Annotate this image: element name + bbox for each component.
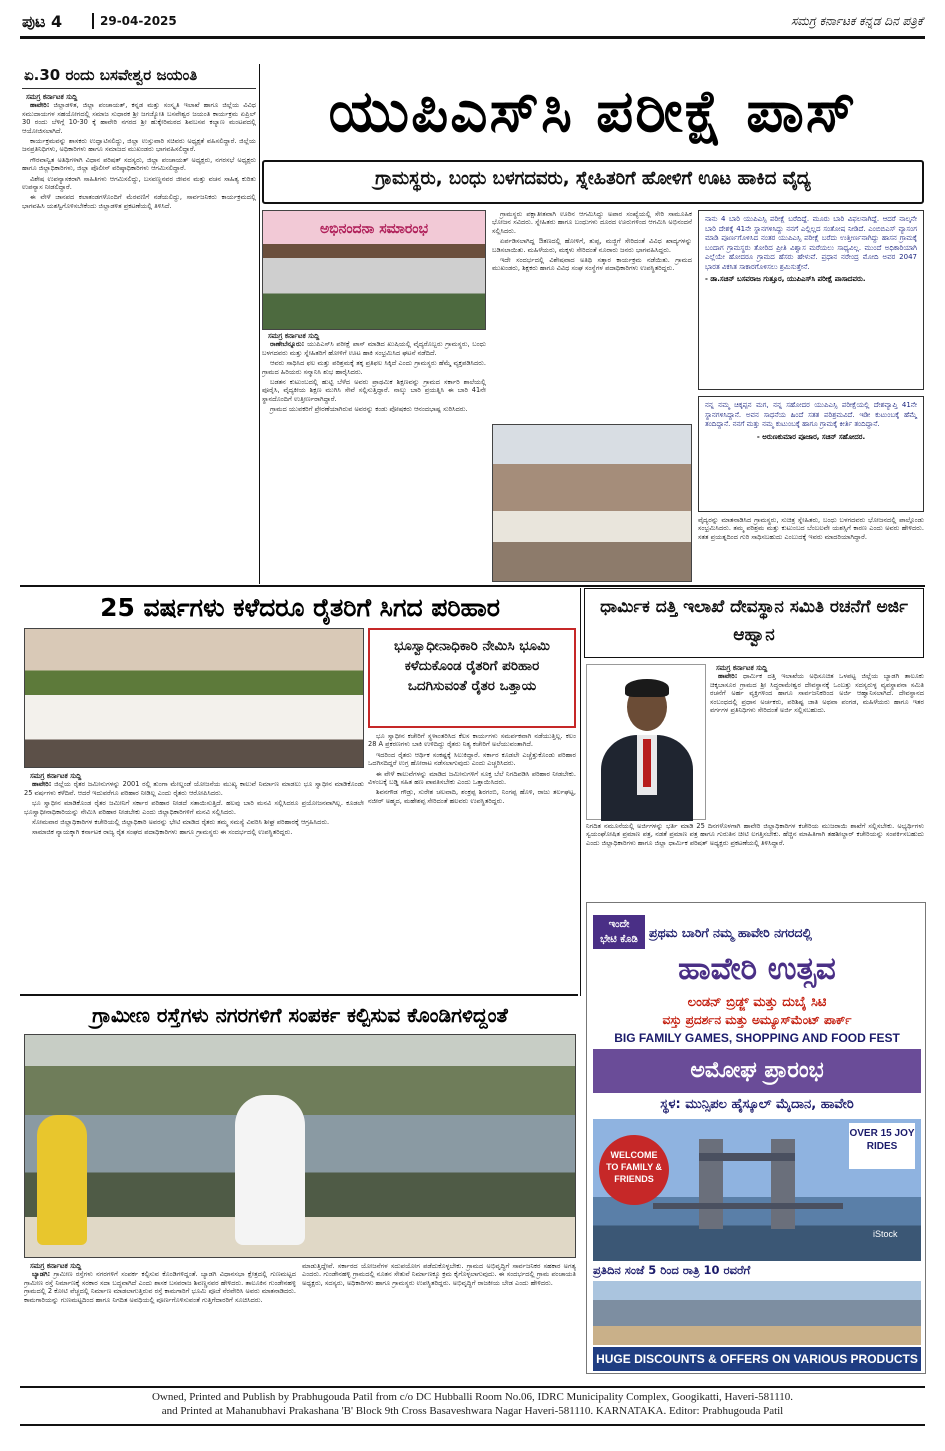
- paragraph: ಭೂ ಸ್ವಾಧೀನ ಮಾಡಿಕೊಂಡ ರೈತರ ಜಮೀನಿಗೆ ಸರ್ಕಾರ ಪರಿಹಾರ ನೀಡದೆ ಸತಾಯಿಸುತ್ತಿದೆ. ಹಲವು ಬಾರಿ ಮನವಿ ಸಲ್ಲಿಸಿದರೂ ಪ್ರಯೋಜನವಾಗಿಲ್ಲ. ಕೂಡಲೇ ಭೂಸ್ವಾಧೀನಾಧಿಕಾರಿಯನ್ನು ನೇಮಿಸಿ ಪರಿಹಾರ ನೀಡಬೇಕು ಎಂದು ಜಿಲ್ಲಾಧಿಕಾರಿಗಳಿಗೆ ಮನವಿ ಸಲ್ಲಿಸಿದರು.: [24, 799, 364, 816]
- ad-subtitle: ಲಂಡನ್ ಬ್ರಿಡ್ಜ್ ಮತ್ತು ದುಬೈ ಸಿಟಿ: [687, 995, 827, 1010]
- bridge-deck: [653, 1203, 843, 1209]
- dateline: ಹಾವೇರಿ:: [30, 101, 50, 110]
- haveri-utsav-ad: [586, 902, 926, 1374]
- upsc-subheadline-box: [262, 160, 924, 204]
- farmers-column-2: [368, 732, 576, 990]
- roads-column-1: [24, 1262, 296, 1384]
- upsc-headline: ಯುಪಿಎಸ್‌ಸಿ ಪರೀಕ್ಷೆ ಪಾಸ್: [328, 77, 858, 145]
- upsc-quote-box: [698, 210, 924, 390]
- upsc-column-2: [492, 210, 692, 420]
- paragraph: ವಿಶೇಷ ಉಪನ್ಯಾಸಕರಾಗಿ ಸಾಹಿತಿಗಳು ಆಗಮಿಸಲಿದ್ದು, ಬಸವಣ್ಣನವರ ಜೀವನ ಮತ್ತು ವಚನ ಸಾಹಿತ್ಯ ಕುರಿತು ಉಪನ್ಯಾಸ ನೀಡಲಿದ್ದಾರೆ.: [22, 174, 256, 192]
- byline: ಸಮಗ್ರ ಕರ್ನಾಟಕ ಸುದ್ದಿ: [716, 664, 768, 672]
- farmers-column-1: [24, 772, 364, 990]
- farmers-headline: 25 ವರ್ಷಗಳು ಕಳೆದರೂ ರೈತರಿಗೆ ಸಿಗದ ಪರಿಹಾರ: [100, 593, 500, 622]
- joy-rides-text: OVER 15 JOY RIDES: [849, 1128, 915, 1152]
- quote-text: ನಾನು 4 ಬಾರಿ ಯುಪಿಎಸ್ಸಿ ಪರೀಕ್ಷೆ ಬರೆದಿದ್ದೆ. ಮೂರು ಬಾರಿ ವಿಫಲನಾಗಿದ್ದೆ. ಆದರೆ ನಾಲ್ಕನೇ ಬಾರಿ ದೇಶಕ್ಕೆ 41ನೇ ಸ್ಥಾನಗಳಿಸಿದ್ದು ನನಗೆ ಎಲ್ಲಿಲ್ಲದ ಸಂತೋಷ ನೀಡಿದೆ. ಎಂಬಿಬಿಎಸ್ ವ್ಯಾಸಂಗ ಮಾಡಿ ಪೂರ್ಣಗೊಳಿಸಿದ ನಂತರ ಯುಪಿಎಸ್ಸಿ ಪರೀಕ್ಷೆ ಬರೆದು ಉತ್ತೀರ್ಣನಾಗಿದ್ದು ಹಾಸನ ಗ್ರಾಮಕ್ಕೆ ಬಂದಾಗ ಗ್ರಾಮಸ್ಥರು ತೋರಿದ ಪ್ರೀತಿ ವಿಶ್ವಾಸ ಮರೆಯಲು ಸಾಧ್ಯವಿಲ್ಲ. ಮುಂದೆ ಅಧಿಕಾರಿಯಾಗಿ ಎಲ್ಲೆಯೇ ಹೋದರೂ ಗ್ರಾಮದ ಹೆಸರು ಹೇಳುವೆ. ಪ್ರಧಾನ ನರೇಂದ್ರ ಮೋದಿ ಅವರ 2047 ಭಾರತ ವಿಕಸಿತ ಸಾಕಾರಗೊಳಿಸಲು ಶ್ರಮಿಸುತ್ತೇನೆ.: [705, 215, 917, 271]
- paragraph: ಶಿವನಗೌಡ ಗೌಡ್ರು, ಸುರೇಶ ಚಲವಾದಿ, ಶಂಕ್ರಪ್ಪ ಶಿರಗಂಬಿ, ನಿಂಗಪ್ಪ ಹೊಳಿ, ರಾಜು ತರ್ಲಘಟ್ಟ, ನಜೀರ್ ಅಹ್ಮದ, ಮಹೇಶಪ್ಪ ಸೇರಿದಂತೆ ಹಲವರು ಉಪಸ್ಥಿತರಿದ್ದರು.: [368, 788, 576, 805]
- ad-tag-line1: ಇಂದೇ: [608, 919, 630, 930]
- paragraph: ಇದರಿಂದ ರೈತರು ಆರ್ಥಿಕ ಸಂಕಷ್ಟಕ್ಕೆ ಸಿಲುಕಿದ್ದಾರೆ. ಸರ್ಕಾರ ಕೂಡಲೇ ಎಚ್ಚೆತ್ತುಕೊಂಡು ಪರಿಹಾರ ಒದಗಿಸದಿದ್ದರೆ ಉಗ್ರ ಹೋರಾಟ ನಡೆಸಲಾಗುವುದು ಎಂದು ಎಚ್ಚರಿಸಿದರು.: [368, 750, 576, 768]
- welcome-badge: [599, 1135, 669, 1205]
- byline: ಸಮಗ್ರ ಕರ್ನಾಟಕ ಸುದ್ದಿ: [30, 1262, 82, 1270]
- temple-headline-box: [584, 588, 924, 658]
- paragraph: ಸೋಮವಾರ ಜಿಲ್ಲಾಧಿಕಾರಿಗಳ ಕಚೇರಿಯಲ್ಲಿ ಜಿಲ್ಲಾಧಿಕಾರಿ ಅವರನ್ನು ಭೇಟಿ ಮಾಡಿದ ರೈತರು ತಮ್ಮ ಸಮಸ್ಯೆ ವಿವರಿಸಿ ಶೀಘ್ರ ಪರಿಹಾರಕ್ಕೆ ಆಗ್ರಹಿಸಿದರು.: [32, 818, 330, 827]
- dateline: ಹಾವೇರಿ:: [718, 672, 738, 681]
- ad-discounts-banner: [593, 1347, 921, 1371]
- farmers-photo: [24, 628, 364, 768]
- masthead-rule: [20, 36, 925, 39]
- temple-body-2: ನಿಗದಿತ ನಮೂನೆಯಲ್ಲಿ ಅರ್ಜಿಗಳನ್ನು ಭರ್ತಿ ಮಾಡಿ 25 ದಿನಗಳೊಳಗಾಗಿ ಹಾವೇರಿ ಜಿಲ್ಲಾಧಿಕಾರಿಗಳ ಕಚೇರಿಯ ಮುಜರಾಯಿ ಶಾಖೆಗೆ ಸಲ್ಲಿಸಬೇಕು. ಅಭ್ಯರ್ಥಿಗಳು ಸ್ವಯಂಘೋಷಿತ ಪ್ರಮಾಣ ಪತ್ರ, ನಡತೆ ಪ್ರಮಾಣ ಪತ್ರ ಹಾಗೂ ಗುರುತಿನ ಚೀಟಿ ಲಗತ್ತಿಸಬೇಕು. ಹೆಚ್ಚಿನ ಮಾಹಿತಿಗಾಗಿ ತಹಶೀಲ್ದಾರ್ ಕಚೇರಿಯನ್ನು ಸಂಪರ್ಕಿಸಬಹುದು ಎಂದು ಜಿಲ್ಲಾಧಿಕಾರಿಗಳು ಹಾಗೂ ಜಿಲ್ಲಾ ಧಾರ್ಮಿಕ ಪರಿಷತ್ ಅಧ್ಯಕ್ಷರು ಪ್ರಕಟಣೆಯಲ್ಲಿ ತಿಳಿಸಿದ್ದಾರೆ.: [586, 822, 924, 847]
- story-basaveshwara: [22, 64, 256, 584]
- person-yellow-shirt: [37, 1115, 87, 1245]
- stock-watermark: iStock: [873, 1229, 898, 1239]
- upsc-column-1: [262, 332, 486, 582]
- roads-photo: [24, 1034, 576, 1258]
- ad-discounts-text: HUGE DISCOUNTS & OFFERS ON VARIOUS PRODUCTS: [596, 1352, 918, 1366]
- footer-rule: [20, 1386, 925, 1388]
- paragraph: ಏರ್ಪಡಿಸಲಾಗಿದ್ದ ಔತಣದಲ್ಲಿ ಹೋಳಿಗೆ, ತುಪ್ಪ, ಮಜ್ಜಿಗೆ ಸೇರಿದಂತೆ ವಿವಿಧ ಖಾದ್ಯಗಳನ್ನು ಬಡಿಸಲಾಯಿತು. ಮಹಿಳೆಯರು, ಮಕ್ಕಳು ಸೇರಿದಂತೆ ನೂರಾರು ಜನರು ಭಾಗವಹಿಸಿದ್ದರು.: [492, 237, 692, 254]
- paragraph: ಈ ವೇಳೆ ಕಾಲುವೆಗಳನ್ನು ಮಾಡಿದ ಜಮೀನುಗಳಿಗೆ ಸೂಕ್ತ ಬೆಲೆ ನಿಗದಿಪಡಿಸಿ ಪರಿಹಾರ ನೀಡಬೇಕು. ವಿಳಂಬಕ್ಕೆ ಬಡ್ಡಿ ಸಹಿತ ಹಣ ಪಾವತಿಸಬೇಕು ಎಂದು ಒತ್ತಾಯಿಸಿದರು.: [368, 769, 576, 787]
- roads-headline: ಗ್ರಾಮೀಣ ರಸ್ತೆಗಳು ನಗರಗಳಿಗೆ ಸಂಪರ್ಕ ಕಲ್ಪಿಸುವ ಕೊಂಡಿಗಳಿದ್ದಂತೆ: [92, 1003, 508, 1027]
- paragraph: ಆವರು ಸಾಧಿಸಿದ ಫಲ ಮತ್ತು ಪರಿಶ್ರಮಕ್ಕೆ ತಕ್ಕ ಪ್ರತಿಫಲ ಸಿಕ್ಕಿದೆ ಎಂದು ಗ್ರಾಮಸ್ಥರು ಹೆಮ್ಮೆ ವ್ಯಕ್ತಪಡಿಸಿದರು. ಗ್ರಾಮದ ಹಿರಿಯರು ಸನ್ಮಾನಿಸಿ ಶುಭ ಹಾರೈಸಿದರು.: [262, 359, 486, 376]
- paragraph: ಇದೇ ಸಂದರ್ಭದಲ್ಲಿ ವಿಶೇಷವಾದ ಅತಿಥಿ ಸತ್ಕಾರ ಕಾರ್ಯಕ್ರಮ ನಡೆಯಿತು. ಗ್ರಾಮದ ಮುಖಂಡರು, ಶಿಕ್ಷಕರು ಹಾಗೂ ವಿವಿಧ ಸಂಘ ಸಂಸ್ಥೆಗಳ ಪದಾಧಿಕಾರಿಗಳು ಉಪಸ್ಥಿತರಿದ್ದರು.: [492, 256, 692, 273]
- person-white-shirt: [235, 1095, 305, 1245]
- ad-london-image: [593, 1119, 921, 1261]
- paragraph: ಭೂ ಸ್ವಾಧೀನ ಕಚೇರಿಗೆ ಸ್ಥಳಾಂತರಿಸಿದ ಕೆಲಸ ಕಾರ್ಯಗಳು ಸಮರ್ಪಕವಾಗಿ ನಡೆಯುತ್ತಿಲ್ಲ. ಕಲಂ 28 A ಪ್ರಕರಣಗಳು ಬಾಕಿ ಉಳಿದಿದ್ದು ರೈತರು ನಿತ್ಯ ಕಚೇರಿಗೆ ಅಲೆಯುವಂತಾಗಿದೆ.: [368, 732, 576, 749]
- byline: ಸಮಗ್ರ ಕರ್ನಾಟಕ ಸುದ್ದಿ: [30, 772, 82, 780]
- masthead-date: 29-04-2025: [100, 14, 177, 28]
- paragraph: ಧಾರ್ಮಿಕ ದತ್ತಿ ಇಲಾಖೆಯ ಅಧಿಸೂಚಿತ ಒಳಪಟ್ಟ ಜಿಲ್ಲೆಯ ಬ್ಯಾಡಗಿ ತಾಲೂಕು ಚಿಕ್ಕಬಾಸೂರ ಗ್ರಾಮದ ಶ್ರೀ ಸಿದ್ಧರಾಮೇಶ್ವರ ದೇವಸ್ಥಾನಕ್ಕೆ ಒಂಬತ್ತು ಸದಸ್ಯರುಳ್ಳ ವ್ಯವಸ್ಥಾಪನಾ ಸಮಿತಿ ರಚನೆಗೆ ಅರ್ಹ ವ್ಯಕ್ತಿಗಳಿಂದ ಹಾಗೂ ಸಾರ್ವಜನಿಕರಿಂದ ಅರ್ಜಿ ಆಹ್ವಾನಿಸಲಾಗಿದೆ. ದೇವಸ್ಥಾನದ ಸಂಬಂಧದಲ್ಲಿ ಪ್ರಧಾನ ಅರ್ಚಕರು, ಪರಿಶಿಷ್ಟ ಜಾತಿ ಅಥವಾ ಪಂಗಡ, ಮಹಿಳೆಯರು ಹಾಗೂ ಇತರ ವರ್ಗಗಳ ಪ್ರತಿನಿಧಿಗಳು ಸೇರಿದಂತೆ ಅರ್ಜಿ ಸಲ್ಲಿಸಬಹುದು.: [710, 672, 924, 715]
- photo-banner-text: ಅಭಿನಂದನಾ ಸಮಾರಂಭ: [319, 221, 429, 237]
- ad-dubai-image: [593, 1281, 921, 1345]
- ad-subtitle-2: ವಸ್ತು ಪ್ರದರ್ಶನ ಮತ್ತು ಅಮ್ಯೂಸ್‌ಮೆಂಟ್ ಪಾರ್ಕ್: [662, 1013, 852, 1027]
- dining-photo: [492, 424, 692, 582]
- portrait-tie: [643, 739, 651, 787]
- imprint-footer: [20, 1390, 925, 1420]
- footer-rule-bottom: [20, 1424, 925, 1426]
- upsc-subheadline: ಗ್ರಾಮಸ್ಥರು, ಬಂಧು ಬಳಗದವರು, ಸ್ನೇಹಿತರಿಗೆ ಹೋಳಿಗೆ ಊಟ ಹಾಕಿದ ವೈದ್ಯ: [375, 168, 811, 189]
- joy-rides-badge: [849, 1123, 915, 1169]
- welcome-text: WELCOME TO FAMILY & FRIENDS: [606, 1150, 662, 1184]
- byline: ಸಮಗ್ರ ಕರ್ನಾಟಕ ಸುದ್ದಿ: [26, 93, 78, 101]
- paragraph: ಗ್ರಾಮಸ್ಥರು ಪಕ್ಷಾತೀತವಾಗಿ ಊರಿನ ಆಗಮಿಸಿದ್ದು ಅಪಾರ ಸಂಖ್ಯೆಯಲ್ಲಿ ಸೇರಿ ಸಾಮೂಹಿಕ ಭೋಜನ ಸವಿದರು. ಸ್ನೇಹಿತರು ಹಾಗೂ ಬಂಧುಗಳು ದೂರದ ಊರುಗಳಿಂದ ಆಗಮಿಸಿ ಅಭಿನಂದನೆ ಸಲ್ಲಿಸಿದರು.: [492, 210, 692, 235]
- temple-body-1: [710, 664, 924, 818]
- quote-attribution: - ಅರುಣಕುಮಾರ ಪೂಜಾರ, ಸಚಿನ್ ಸಹೋದರ.: [756, 432, 866, 441]
- sibling-quote-box: [698, 396, 924, 512]
- paragraph: ಈ ವೇಳೆ ಜಾನಪದ ಕಲಾತಂಡಗಳೊಂದಿಗೆ ಮೆರವಣಿಗೆ ನಡೆಯಲಿದ್ದು, ಸಾರ್ವಜನಿಕರು ಕಾರ್ಯಕ್ರಮದಲ್ಲಿ ಭಾಗವಹಿಸಿ ಯಶಸ್ವಿಗೊಳಿಸಬೇಕೆಂದು ಜಿಲ್ಲಾಡಳಿತ ಪ್ರಕಟಣೆಯಲ್ಲಿ ತಿಳಿಸಿದೆ.: [22, 193, 256, 210]
- felicitation-photo: [262, 210, 486, 330]
- column-divider: [580, 588, 581, 996]
- upsc-column-3-tail: ವೈದ್ಯರನ್ನು ಮಾತನಾಡಿಸಿದ ಗ್ರಾಮಸ್ಥರು, ಸುಚಿತ್ರ ಸ್ನೇಹಿತರು, ಬಂಧು ಬಳಗದವರು ಭೋಜನದಲ್ಲಿ ಪಾಲ್ಗೊಂಡು ಸಂಭ್ರಮಿಸಿದರು. ತಮ್ಮ ಪರಿಶ್ರಮ ಮತ್ತು ಕುಟುಂಬದ ಬೆಂಬಲವೇ ಯಶಸ್ಸಿಗೆ ಕಾರಣ ಎಂದು ಅವರು ಹೇಳಿದರು. ಸತತ ಪ್ರಯತ್ನದಿಂದ ಗುರಿ ಸಾಧಿಸಬಹುದು ಎಂಬುದಕ್ಕೆ ಇವರು ಮಾದರಿಯಾಗಿದ್ದಾರೆ.: [698, 516, 924, 541]
- masthead: [20, 8, 925, 36]
- ad-lead: ಪ್ರಥಮ ಬಾರಿಗೆ ನಮ್ಮ ಹಾವೇರಿ ನಗರದಲ್ಲಿ: [649, 925, 812, 940]
- ad-venue: ಸ್ಥಳ: ಮುನ್ಸಿಪಲ ಹೈಸ್ಕೂಲ್ ಮೈದಾನ, ಹಾವೇರಿ: [660, 1097, 854, 1112]
- paragraph: ಜಿಲ್ಲಾಡಳಿತ, ಜಿಲ್ಲಾ ಪಂಚಾಯತ್, ಕನ್ನಡ ಮತ್ತು ಸಂಸ್ಕೃತಿ ಇಲಾಖೆ ಹಾಗೂ ಜಿಲ್ಲೆಯ ವಿವಿಧ ಸಮುದಾಯಗಳ ಸಹಯೋಗದಲ್ಲಿ ಸಮಾಜ ಸುಧಾರಕ ಶ್ರೀ ಜಗಜ್ಯೋತಿ ಬಸವೇಶ್ವರ ಜಯಂತಿ ಕಾರ್ಯಕ್ರಮ ಏಪ್ರಿಲ್ 30 ರಂದು ಬೆಳಿಗ್ಗೆ 10-30 ಕ್ಕೆ ಹಾವೇರಿ ನಗರದ ಶ್ರೀ ಹುಕ್ಕೇರಿಮಠದ ಶಿವಬಸವ ಕಲ್ಯಾಣ ಮಂಟಪದಲ್ಲಿ ಆಯೋಜಿಸಲಾಗಿದೆ.: [22, 101, 256, 135]
- column-divider: [259, 64, 260, 584]
- dateline: ಹಾವೇರಿ:: [32, 780, 52, 789]
- paragraph: ಸಾಮಾಜಿಕ ನ್ಯಾಯಕ್ಕಾಗಿ ಕರ್ನಾಟಕ ರಾಜ್ಯ ರೈತ ಸಂಘದ ಪದಾಧಿಕಾರಿಗಳು ಹಾಗೂ ಗ್ರಾಮಸ್ಥರು ಈ ಸಂದರ್ಭದಲ್ಲಿ ಉಪಸ್ಥಿತರಿದ್ದರು.: [32, 828, 293, 837]
- paragraph: ಜಿಲ್ಲೆಯ ರೈತರ ಜಮೀನುಗಳನ್ನು 2001 ರಲ್ಲಿ ತುಂಗಾ ಮೇಲ್ದಂಡೆ ಯೋಜನೆಯ ಮುಖ್ಯ ಕಾಲುವೆ ನಿರ್ಮಾಣ ಮಾಡಲು ಭೂ ಸ್ವಾಧೀನ ಮಾಡಿಕೊಂಡು 25 ವರ್ಷಗಳು ಕಳೆದಿವೆ. ಆದರೆ ಇದುವರೆಗೂ ಪರಿಹಾರ ನೀಡಿಲ್ಲ ಎಂದು ರೈತರು ಆರೋಪಿಸಿದರು.: [24, 780, 364, 797]
- quote-attribution: - ಡಾ.ಸಚಿನ್ ಬಸವರಾಜ ಗುತ್ತೂರ, ಯುಪಿಎಸ್‌ಸಿ ಪರೀಕ್ಷೆ ಪಾಸಾದವರು.: [705, 275, 866, 283]
- masthead-divider: [92, 13, 94, 29]
- ad-tag: [593, 915, 645, 949]
- section-rule: [20, 585, 925, 587]
- section-rule: [20, 994, 578, 996]
- portrait-hair: [625, 679, 669, 697]
- dateline: ಬ್ಯಾಡಗಿ:: [32, 1270, 51, 1279]
- paragraph: ಗೌರವಾನ್ವಿತ ಅತಿಥಿಗಳಾಗಿ ವಿಧಾನ ಪರಿಷತ್ ಸದಸ್ಯರು, ಜಿಲ್ಲಾ ಪಂಚಾಯತ್ ಅಧ್ಯಕ್ಷರು, ನಗರಸಭೆ ಅಧ್ಯಕ್ಷರು ಹಾಗೂ ಜಿಲ್ಲಾಧಿಕಾರಿಗಳು, ಜಿಲ್ಲಾ ಪೊಲೀಸ್ ವರಿಷ್ಠಾಧಿಕಾರಿಗಳು ಆಗಮಿಸಲಿದ್ದಾರೆ.: [22, 155, 256, 173]
- page-label: ಪುಟ 4: [22, 12, 63, 31]
- callout-text: ಭೂಸ್ವಾಧೀನಾಧಿಕಾರಿ ನೇಮಿಸಿ ಭೂಮಿ ಕಳೆದುಕೊಂಡ ರೈತರಿಗೆ ಪರಿಹಾರ ಒದಗಿಸುವಂತೆ ರೈತರ ಒತ್ತಾಯ: [394, 638, 550, 694]
- roads-column-2: ಮಾಡುತ್ತಿದ್ದೇವೆ. ಸರ್ಕಾರದ ಯೋಜನೆಗಳ ಸದುಪಯೋಗ ಪಡೆದುಕೊಳ್ಳಬೇಕು. ಗ್ರಾಮದ ಅಭಿವೃದ್ಧಿಗೆ ಸಾರ್ವಜನಿಕರ ಸಹಕಾರ ಅಗತ್ಯ ಎಂದರು. ಗುಂಡೇನಹಳ್ಳಿ ಗ್ರಾಮದಲ್ಲಿ ನೂತನ ಸೇತುವೆ ನಿರ್ಮಾಣಕ್ಕೂ ಕ್ರಮ ಕೈಗೊಳ್ಳಲಾಗುವುದು. ಈ ಸಂದರ್ಭದಲ್ಲಿ ಗ್ರಾಮ ಪಂಚಾಯತಿ ಅಧ್ಯಕ್ಷರು, ಸದಸ್ಯರು, ಅಧಿಕಾರಿಗಳು ಹಾಗೂ ಗ್ರಾಮಸ್ಥರು ಉಪಸ್ಥಿತರಿದ್ದರು. ಅಭಿವೃದ್ಧಿಗೆ ರಾಜಕೀಯ ಬೇಡ ಎಂದು ಹೇಳಿದರು.: [302, 1262, 576, 1287]
- temple-headline: ಧಾರ್ಮಿಕ ದತ್ತಿ ಇಲಾಖೆ ದೇವಸ್ಥಾನ ಸಮಿತಿ ರಚನೆಗೆ ಅರ್ಜಿ ಆಹ್ವಾನ: [600, 597, 908, 645]
- byline: ಸಮಗ್ರ ಕರ್ನಾಟಕ ಸುದ್ದಿ: [268, 332, 320, 340]
- paragraph: ಗ್ರಾಮೀಣ ರಸ್ತೆಗಳು ನಗರಗಳಿಗೆ ಸಂಪರ್ಕ ಕಲ್ಪಿಸುವ ಕೊಂಡಿಗಳಿದ್ದಂತೆ. ಬ್ಯಾಡಗಿ ವಿಧಾನಸಭಾ ಕ್ಷೇತ್ರದಲ್ಲಿ ಗುಣಮಟ್ಟದ ಗ್ರಾಮೀಣ ರಸ್ತೆ ನಿರ್ಮಾಣಕ್ಕೆ ಸರಕಾರ ಸದಾ ಬದ್ಧವಾಗಿದೆ ಎಂದು ಶಾಸಕ ಬಸವರಾಜ ಶಿವಣ್ಣನವರ ಹೇಳಿದರು. ತಾಲೂಕಿನ ಗುಂಡೇನಹಳ್ಳಿ ಗ್ರಾಮದಲ್ಲಿ 2 ಕೋಟಿ ವೆಚ್ಚದಲ್ಲಿ ನಿರ್ಮಾಣ ಮಾಡಲಾಗುತ್ತಿರುವ ರಸ್ತೆ ಕಾಮಗಾರಿಗೆ ಭೂಮಿ ಪೂಜೆ ನೆರವೇರಿಸಿ ಅವರು ಮಾತನಾಡಿದರು. ಕಾಮಗಾರಿಯನ್ನು ಗುಣಮಟ್ಟದಿಂದ ಹಾಗೂ ನಿಗದಿತ ಅವಧಿಯಲ್ಲಿ ಪೂರ್ಣಗೊಳಿಸುವಂತೆ ಗುತ್ತಿಗೆದಾರರಿಗೆ ಸೂಚಿಸಿದರು.: [24, 1270, 296, 1304]
- paragraph: ಕಾರ್ಯಕ್ರಮವನ್ನು ಶಾಸಕರು ಉದ್ಘಾಟಿಸಲಿದ್ದು, ಜಿಲ್ಲಾ ಉಸ್ತುವಾರಿ ಸಚಿವರು ಅಧ್ಯಕ್ಷತೆ ವಹಿಸಲಿದ್ದಾರೆ. ಜಿಲ್ಲೆಯ ಜನಪ್ರತಿನಿಧಿಗಳು, ಅಧಿಕಾರಿಗಳು ಹಾಗೂ ಸಮಾಜದ ಮುಖಂಡರು ಭಾಗವಹಿಸಲಿದ್ದಾರೆ.: [22, 137, 256, 154]
- paragraph: ಯುಪಿಎಸ್‌ಸಿ ಪರೀಕ್ಷೆ ಪಾಸ್ ಮಾಡಿದ ಖುಷಿಯಲ್ಲಿ ವೈದ್ಯರೊಬ್ಬರು ಗ್ರಾಮಸ್ಥರು, ಬಂಧು ಬಳಗದವರು ಮತ್ತು ಸ್ನೇಹಿತರಿಗೆ ಹೋಳಿಗೆ ಊಟ ಹಾಕಿ ಸಂಭ್ರಮಿಸಿದ ಘಟನೆ ನಡೆದಿದೆ.: [262, 340, 486, 357]
- ad-title: ಹಾವೇರಿ ಉತ್ಸವ: [678, 951, 836, 987]
- imprint-line-1: Owned, Printed and Publish by Prabhugouda Patil from c/o DC Hubballi Room No.06, IDRC Municipality Complex, Googikatti, Haveri-581110.: [151, 1391, 794, 1403]
- masthead-tagline: ಸಮಗ್ರ ಕರ್ನಾಟಕ ಕನ್ನಡ ದಿನ ಪತ್ರಿಕೆ: [791, 14, 923, 28]
- dateline: ರಾಣೇಬೆನ್ನೂರು:: [270, 340, 305, 349]
- official-portrait: [586, 664, 706, 820]
- imprint-line-2: and Printed at Mahanubhavi Prakashana 'B' Block 9th Cross Basaveshwara Nagar Haveri-581110. KARNATAKA. Editor: Prabhugouda Patil: [161, 1405, 784, 1417]
- paragraph: ಗ್ರಾಮದ ಯುವಕರಿಗೆ ಪ್ರೇರಣೆಯಾಗಿರುವ ಅವರನ್ನು ಕಂಡು ಪೋಷಕರು ಆನಂದಭಾಷ್ಪ ಸುರಿಸಿದರು.: [270, 405, 468, 414]
- ad-timing: ಪ್ರತಿದಿನ ಸಂಜೆ 5 ರಿಂದ ರಾತ್ರಿ 10 ರವರೆಗೆ: [593, 1263, 751, 1277]
- ad-english-line: BIG FAMILY GAMES, SHOPPING AND FOOD FEST: [614, 1031, 900, 1045]
- farmers-callout: [368, 628, 576, 728]
- story-body: [22, 93, 256, 581]
- headline: ಏ.30 ರಂದು ಬಸವೇಶ್ವರ ಜಯಂತಿ: [22, 64, 256, 89]
- paragraph: ಬಡತನ ಕುಟುಂಬದಲ್ಲಿ ಹುಟ್ಟಿ ಬೆಳೆದ ಅವರು ಪ್ರಾಥಮಿಕ ಶಿಕ್ಷಣವನ್ನು ಗ್ರಾಮದ ಸರ್ಕಾರಿ ಶಾಲೆಯಲ್ಲಿ ಪೂರೈಸಿ, ವೈದ್ಯಕೀಯ ಶಿಕ್ಷಣ ಮುಗಿಸಿ ಸೇವೆ ಸಲ್ಲಿಸುತ್ತಿದ್ದಾರೆ. ನಾಲ್ಕು ಬಾರಿ ಪ್ರಯತ್ನಿಸಿ ಈ ಬಾರಿ 41ನೇ ಸ್ಥಾನದೊಂದಿಗೆ ಉತ್ತೀರ್ಣರಾಗಿದ್ದಾರೆ.: [262, 378, 486, 403]
- ad-tag-line2: ಭೇಟಿ ಕೊಡಿ: [600, 934, 638, 945]
- ad-opening-banner: [593, 1049, 921, 1093]
- quote-text: ನನ್ನ ನಮ್ಮ ಚಿಕ್ಕಪ್ಪನ ಮಗ, ನನ್ನ ಸಹೋದರ ಯುಪಿಎಸ್ಸಿ ಪರೀಕ್ಷೆಯಲ್ಲಿ ದೇಶವ್ಯಾಪ್ತಿ 41ನೇ ಸ್ಥಾನಗಳಿಸಿದ್ದಾನೆ. ಅವನ ಸಾಧನೆಯ ಹಿಂದೆ ಸತತ ಪರಿಶ್ರಮವಿದೆ. ಇಡೀ ಕುಟುಂಬಕ್ಕೆ ಹೆಮ್ಮೆ ತಂದಿದ್ದಾನೆ. ನನಗೆ ಮತ್ತು ನಮ್ಮ ಕುಟುಂಬಕ್ಕೆ ಹಾಗೂ ಗ್ರಾಮಕ್ಕೆ ಕೀರ್ತಿ ತಂದಿದ್ದಾನೆ.: [705, 401, 917, 428]
- bridge-walkway: [699, 1153, 795, 1161]
- ad-opening-text: ಅಮೋಘ ಪ್ರಾರಂಭ: [690, 1058, 824, 1083]
